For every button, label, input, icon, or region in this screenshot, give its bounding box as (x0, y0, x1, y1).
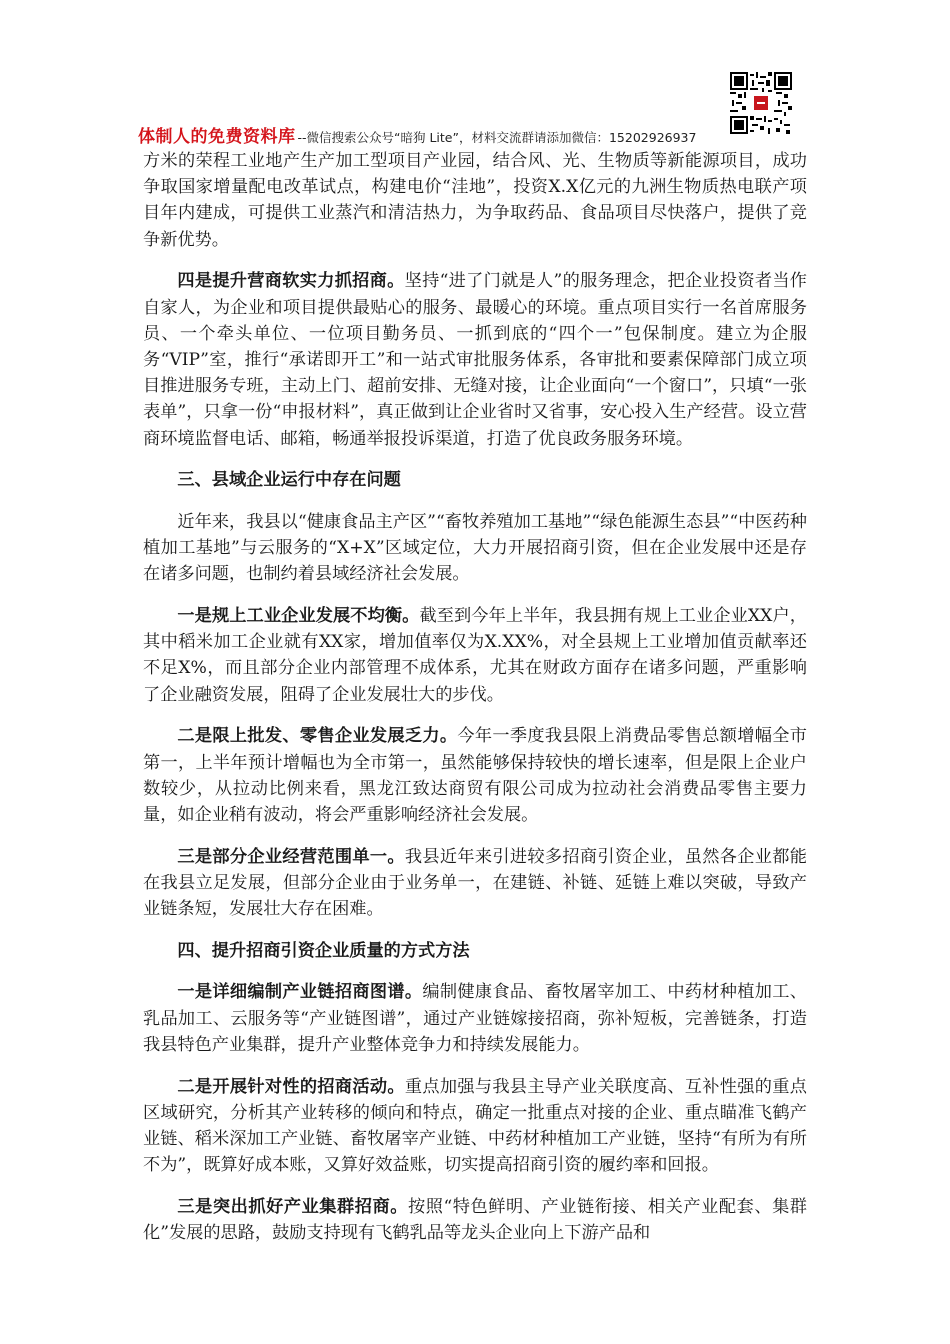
paragraph-text: 今年一季度我县限上消费品零售总额增幅全市第一，上半年预计增幅也为全市第一，虽然能够保持较快的增长速率，但是限上企业户数较少，从拉动比例来看，黑龙江致达商贸有限公司成为拉动社会消费品零售主要力量，如企业稍有波动，将会严重影响经济社会发展。 (143, 726, 807, 825)
brand-title: 体制人的免费资料库 (138, 127, 296, 147)
paragraph-lead: 二是限上批发、零售企业发展乏力。 (177, 726, 458, 747)
paragraph-problem-2 (143, 723, 807, 828)
paragraph-lead: 三是突出抓好产业集群招商。 (177, 1196, 408, 1217)
paragraph-text: 按照“特色鲜明、产业链衔接、相关产业配套、集群化”发展的思路，鼓励支持现有飞鹤乳品等龙头企业向上下游产品和 (143, 1196, 807, 1244)
paragraph-text: 重点加强与我县主导产业关联度高、互补性强的重点区域研究，分析其产业转移的倾向和特点，确定一批重点对接的企业、重点瞄准飞鹤产业链、稻米深加工产业链、畜牧屠宰产业链、中药材种植加工产业链，坚持“有所为有所不为”，既算好成本账，又算好效益账，切实提高招商引资的履约率和回报。 (143, 1076, 807, 1176)
paragraph-text: 我县近年来引进较多招商引资企业，虽然各企业都能在我县立足发展，但部分企业由于业务单一，在建链、补链、延链上难以突破，导致产业链条短，发展壮大存在困难。 (143, 846, 807, 920)
paragraph-intro-problems: 近年来，我县以“健康食品主产区”“畜牧养殖加工基地”“绿色能源生态县”“中医药种植加工基地”与云服务的“X+X”区域定位，大力开展招商引资，但在企业发展中还是存在诸多问题，也制约着县域经济社会发展。 (143, 511, 807, 585)
paragraph-method-3 (143, 1194, 807, 1246)
document-body (143, 148, 807, 1246)
paragraph-business-environment (143, 268, 807, 451)
paragraph-continuation: 方米的荣程工业地产生产加工型项目产业园，结合风、光、生物质等新能源项目，成功争取国家增量配电改革试点，构建电价“洼地”，投资X.X亿元的九洲生物质热电联产项目年内建成，可提供工业蒸汽和清洁热力，为争取药品、食品项目尽快落户，提供了竞争新优势。 (143, 151, 807, 250)
paragraph-text: 编制健康食品、畜牧屠宰加工、中药材种植加工、乳品加工、云服务等“产业链图谱”，通过产业链嫁接招商，弥补短板，完善链条，打造我县特色产业集群，提升产业整体竞争力和持续发展能力。 (143, 982, 807, 1055)
paragraph-problem-3 (143, 844, 807, 923)
header-note: --微信搜索公众号“暗狗 Lite”，材料交流群请添加微信：15202926937 (297, 130, 697, 145)
qr-code-icon (730, 72, 792, 134)
header-line (138, 122, 696, 147)
paragraph-lead: 一是详细编制产业链招商图谱。 (177, 982, 423, 1003)
paragraph-lead: 二是开展针对性的招商活动。 (177, 1076, 405, 1097)
section-heading-4: 四、提升招商引资企业质量的方式方法 (177, 940, 470, 961)
paragraph-problem-1 (143, 603, 807, 708)
paragraph-text: 截至到今年上半年，我县拥有规上工业企业XX户，其中稻米加工企业就有XX家，增加值率仅为X.XX%，对全县规上工业增加值贡献率还不足X%，而且部分企业内部管理不成体系，尤其在财政方面存在诸多问题，严重影响了企业融资发展，阻碍了企业发展壮大的步伐。 (143, 606, 807, 705)
section-heading-3: 三、县域企业运行中存在问题 (177, 470, 401, 491)
paragraph-lead: 一是规上工业企业发展不均衡。 (177, 606, 420, 627)
paragraph-method-2 (143, 1074, 807, 1179)
paragraph-lead: 三是部分企业经营范围单一。 (177, 846, 405, 867)
paragraph-lead: 四是提升营商软实力抓招商。 (177, 271, 405, 292)
paragraph-method-1 (143, 979, 807, 1058)
paragraph-text: 坚持“进了门就是人”的服务理念，把企业投资者当作自家人，为企业和项目提供最贴心的服务、最暖心的环境。重点项目实行一名首席服务员、一个牵头单位、一位项目勤务员、一抓到底的“四个一”包保制度。建立为企服务“VIP”室，推行“承诺即开工”和一站式审批服务体系，各审批和要素保障部门成立项目推进服务专班，主动上门、超前安排、无缝对接，让企业面向“一个窗口”，只填“一张表单”，只拿一份“申报材料”，真正做到让企业省时又省事，安心投入生产经营。设立营商环境监督电话、邮箱，畅通举报投诉渠道，打造了优良政务服务环境。 (143, 271, 807, 449)
page-header (0, 0, 950, 146)
